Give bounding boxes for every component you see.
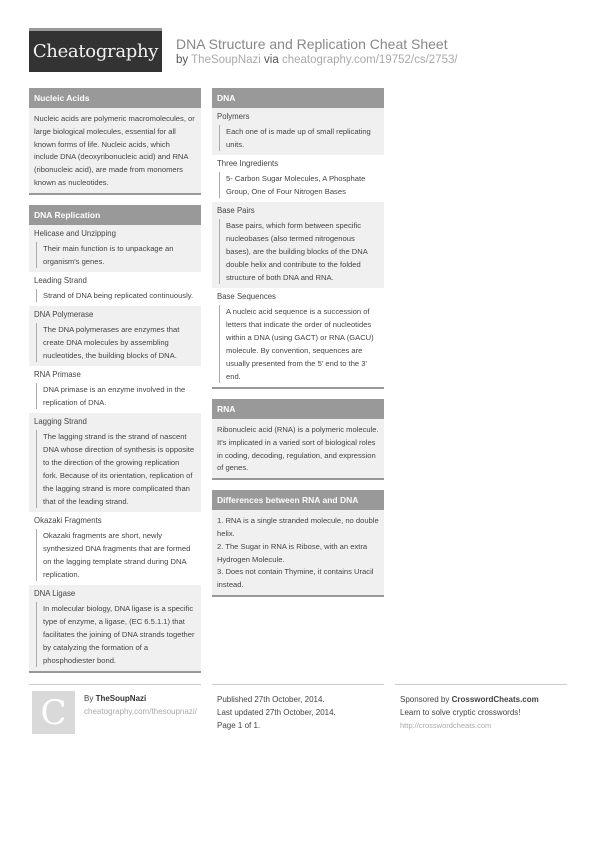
section-title: Nucleic Acids: [29, 88, 201, 108]
entry-term: Three Ingredients: [217, 159, 279, 168]
sponsor-url[interactable]: http://crosswordcheats.com: [400, 721, 492, 730]
section-title: RNA: [212, 399, 384, 419]
footer-author-url[interactable]: cheatography.com/thesoupnazi/: [84, 707, 197, 716]
entry-term: Lagging Strand: [34, 416, 87, 426]
footer-byline: [84, 694, 146, 703]
entry-base-pairs: [212, 202, 384, 288]
sponsor-line: [395, 693, 567, 706]
difference-line: 3. Does not contain Thymine, it contains Uracil instead.: [217, 567, 374, 590]
entry-rna-primase: [29, 366, 201, 413]
entry-base-sequences: [212, 288, 384, 387]
entry-definition: 5- Carbon Sugar Molecules, A Phosphate Group, One of Four Nitrogen Bases: [219, 172, 379, 198]
section-dna: [212, 88, 384, 389]
entry-definition: Their main function is to unpackage an organism's genes.: [36, 242, 196, 268]
entry-term: DNA Polymerase: [34, 309, 94, 319]
by-label: by: [176, 54, 189, 66]
entry-polymers: [212, 108, 384, 155]
footer-author: [29, 684, 201, 744]
author-link[interactable]: TheSoupNazi: [191, 54, 261, 66]
entry-dna-polymerase: [29, 306, 201, 366]
section-nucleic-acids: [29, 88, 201, 195]
sponsor-link[interactable]: CrosswordCheats.com: [451, 695, 539, 704]
section-body: Ribonucleic acid (RNA) is a polymeric molecule. It's implicated in a varied sort of biological roles in coding, decoding, regulation, and expression of genes.: [212, 419, 384, 478]
footer-sponsor: [395, 684, 567, 744]
footer-author-link[interactable]: TheSoupNazi: [95, 694, 147, 703]
entry-term: Helicase and Unzipping: [34, 228, 116, 238]
entry-okazaki-fragments: [29, 512, 201, 585]
entry-helicase: [29, 225, 201, 272]
column-middle: [212, 88, 384, 607]
entry-leading-strand: [29, 272, 201, 306]
section-title: Differences between RNA and DNA: [212, 490, 384, 510]
entry-definition: Strand of DNA being replicated continuously.: [36, 289, 196, 302]
entry-three-ingredients: [212, 155, 384, 202]
published-date: Published 27th October, 2014.: [217, 695, 325, 704]
column-left: [29, 88, 201, 683]
entry-definition: Okazaki fragments are short, newly synthesized DNA fragments that are formed on the lagging template strand during DNA replication.: [36, 529, 196, 581]
entry-term: Leading Strand: [34, 275, 87, 285]
footer-dates: [212, 684, 384, 744]
section-title: DNA Replication: [29, 205, 201, 225]
cheatography-logo[interactable]: [29, 28, 162, 72]
avatar[interactable]: [32, 691, 75, 734]
entry-definition: A nucleic acid sequence is a succession of letters that indicate the order of nucleotides within a DNA (using GACT) or RNA (GACU) molecule. By convention, sequences are usually presented from the 5' end to the 3' end.: [219, 305, 379, 383]
entry-term: Base Sequences: [217, 292, 276, 301]
sponsor-label: Sponsored by: [400, 695, 450, 704]
entry-definition: The DNA polymerases are enzymes that create DNA molecules by assembling nucleotides, the building blocks of DNA.: [36, 323, 196, 362]
byline: [176, 54, 458, 66]
page-title: DNA Structure and Replication Cheat Sheet: [176, 36, 448, 52]
entry-definition: Base pairs, which form between specific nucleobases (also termed nitrogenous bases), are the building blocks of the DNA double helix and contribute to the folded structure of both DNA and RNA.: [219, 219, 379, 284]
entry-term: RNA Primase: [34, 369, 81, 379]
page-count: Page 1 of 1.: [217, 721, 261, 730]
entry-term: Polymers: [217, 112, 250, 121]
difference-line: 1. RNA is a single stranded molecule, no double helix.: [217, 516, 379, 538]
difference-line: 2. The Sugar in RNA is Ribose, with an extra Hydrogen Molecule.: [217, 541, 368, 564]
section-rna: [212, 399, 384, 480]
entry-definition: Each one of is made up of small replicating units.: [219, 125, 379, 151]
entry-term: DNA Ligase: [34, 588, 76, 598]
section-body: [212, 510, 384, 595]
updated-date: Last updated 27th October, 2014.: [217, 708, 336, 717]
entry-dna-ligase: [29, 585, 201, 671]
sheet-url-link[interactable]: cheatography.com/19752/cs/2753/: [281, 54, 458, 66]
section-differences: [212, 490, 384, 597]
entry-term: Base Pairs: [217, 206, 255, 215]
entry-definition: The lagging strand is the strand of nascent DNA whose direction of synthesis is opposite to the direction of the growing replication fork. Because of its orientation, replication of the lagging strand is more complicated than that of the leading strand.: [36, 430, 196, 508]
avatar-letter: C: [40, 692, 67, 733]
section-title: DNA: [212, 88, 384, 108]
entry-term: Okazaki Fragments: [34, 515, 102, 525]
logo-text: Cheatography: [32, 41, 159, 62]
sponsor-tagline: Learn to solve cryptic crosswords!: [400, 708, 521, 717]
by-label: By: [84, 694, 94, 703]
entry-definition: DNA primase is an enzyme involved in the replication of DNA.: [36, 383, 196, 409]
section-dna-replication: [29, 205, 201, 673]
section-body: Nucleic acids are polymeric macromolecules, or large biological molecules, essential for all known forms of life. Nucleic acids, which include DNA (deoxyribonucleic acid) and RNA (ribonucleic acid), are made from monomers known as nucleotides.: [29, 108, 201, 193]
entry-definition: In molecular biology, DNA ligase is a specific type of enzyme, a ligase, (EC 6.5.1.1) that facilitates the joining of DNA strands together by catalyzing the formation of a phosphodiester bond.: [36, 602, 196, 667]
entry-lagging-strand: [29, 413, 201, 512]
via-label: via: [264, 54, 279, 66]
